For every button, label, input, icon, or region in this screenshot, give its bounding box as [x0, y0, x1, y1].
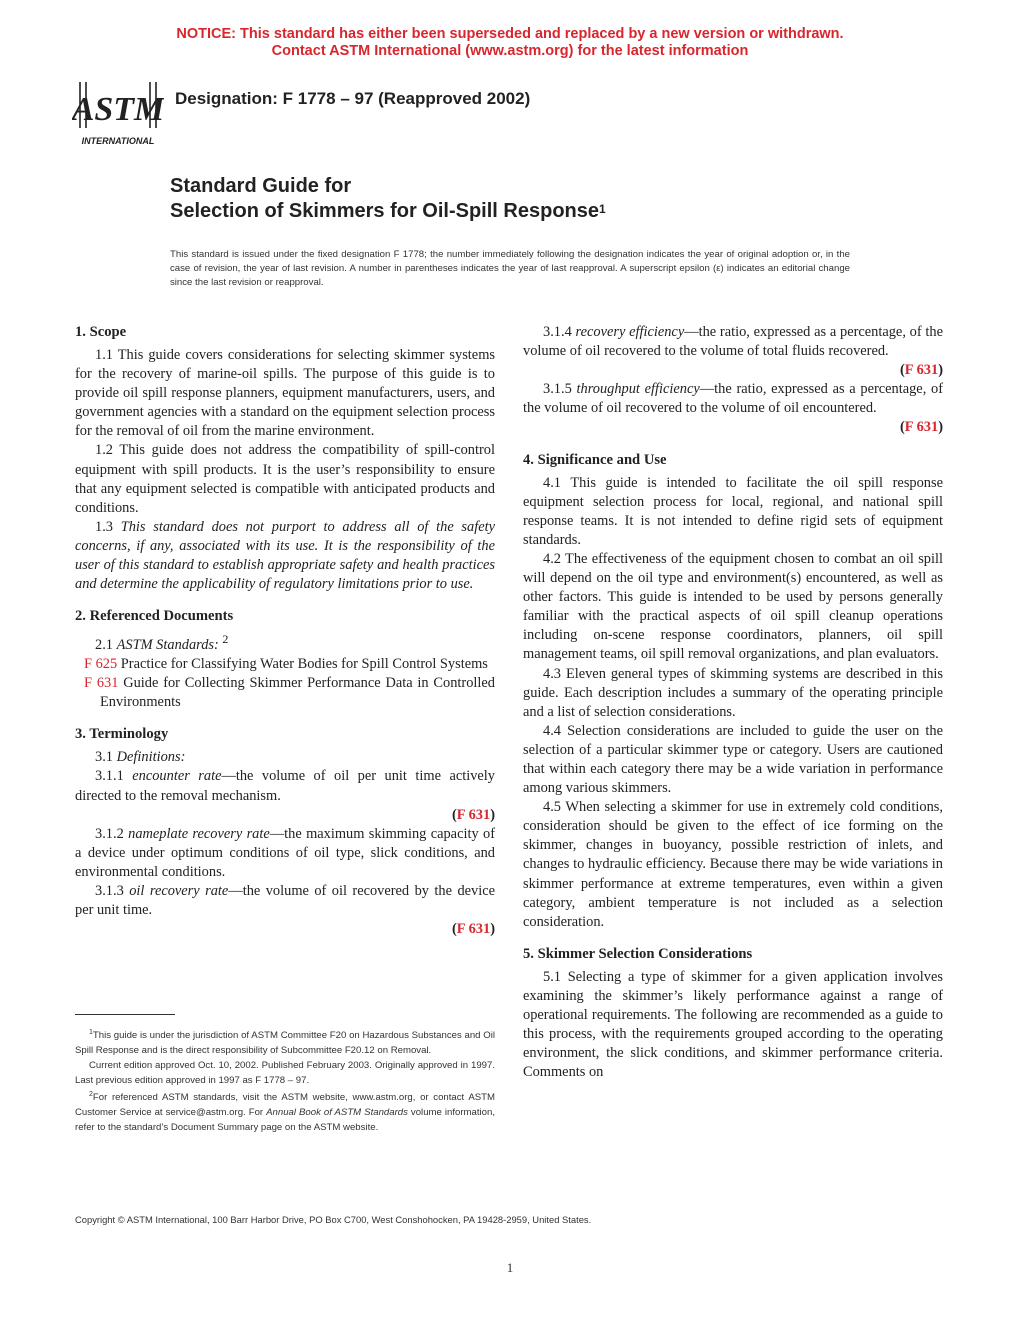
citation-3-1-5: (F 631)	[899, 419, 943, 436]
definition-3-1-4	[523, 323, 943, 361]
paragraph-2-1	[75, 630, 495, 655]
paragraph-1-2: 1.2 This guide does not address the compatibility of spill-control equipment with spill products. It is the user’s responsibility to ensure that any equipment selected is compatible with anticipated products and conditions.	[75, 442, 495, 516]
notice-banner	[0, 26, 1020, 60]
notice-line-1: NOTICE: This standard has either been superseded and replaced by a new version or withdrawn.	[176, 26, 844, 42]
section-3-heading: 3. Terminology	[75, 726, 169, 743]
footnotes	[75, 1026, 495, 1136]
reference-f631-title: Guide for Collecting Skimmer Performance Data in Controlled Environments	[100, 675, 495, 711]
definition-3-1-2	[75, 825, 495, 882]
footnote-2-text-b: volume information, refer to the standard’s Document Summary page on the ASTM website.	[75, 1107, 495, 1134]
section-4-heading: 4. Significance and Use	[523, 451, 667, 468]
paragraph-1-3-number: 1.3	[95, 518, 113, 535]
footnote-1	[75, 1026, 495, 1059]
citation-3-1-1: (F 631)	[451, 806, 495, 823]
title-footnote-mark: 1	[599, 202, 606, 216]
paragraph-1-1: 1.1 This guide covers considerations for selecting skimmer systems for the recovery of marine-oil spills. The purpose of this guide is to provide oil spill response planners, equipment manufacturers, users, and government agencies with a standard on the equipment selection process for the removal of oil from the marine environment.	[75, 347, 495, 440]
definition-3-1-2-number: 3.1.2	[95, 825, 124, 842]
paragraph-1-3-text: This standard does not purport to address all of the safety concerns, if any, associated with its use. It is the responsibility of the user of this standard to establish appropriate safety and health practices and determine the applicability of regulatory limitations prior to use.	[75, 518, 495, 593]
paragraph-4-2: 4.2 The effectiveness of the equipment chosen to combat an oil spill will depend on the oil type and environment(s) encountered, as well as other factors. This guide is intended to be used by persons generally familiar with the practical aspects of oil spill cleanup operations including on-scene response coordinators, planners, oil spill management teams, oil spill removal organizations, and plan evaluators.	[523, 550, 943, 663]
title-line-2-text: Selection of Skimmers for Oil-Spill Response	[170, 200, 599, 222]
section-1-heading: 1. Scope	[75, 324, 127, 340]
paragraph-3-1	[75, 748, 495, 767]
citation-3-1-1-link[interactable]: F 631	[456, 806, 491, 823]
definition-3-1-5-term: throughput efficiency	[576, 381, 700, 398]
copyright: Copyright © ASTM International, 100 Barr Harbor Drive, PO Box C700, West Conshohocken, PA 19428-2959, United States.	[75, 1214, 592, 1225]
definition-3-1-4-number: 3.1.4	[543, 324, 572, 340]
paragraph-2-1-number: 2.1	[95, 637, 113, 654]
astm-logo	[72, 76, 164, 148]
reference-f631-link[interactable]: F 631	[84, 675, 119, 692]
definition-3-1-1-text: —the volume of oil per unit time actively directed to the removal mechanism.	[75, 768, 495, 804]
designation: Designation: F 1778 – 97 (Reapproved 2002)	[175, 89, 531, 108]
footnote-2-mark: 2	[89, 1091, 93, 1099]
footnote-2	[75, 1088, 495, 1136]
definition-3-1-1-number: 3.1.1	[95, 768, 124, 785]
title-line-2	[170, 199, 606, 224]
definition-3-1-5	[523, 380, 943, 418]
document-title	[170, 174, 606, 224]
citation-3-1-3-link[interactable]: F 631	[456, 921, 491, 938]
title-line-1: Standard Guide for	[170, 175, 352, 197]
footnote-1-mark: 1	[89, 1029, 93, 1036]
footnote-1-edition: Current edition approved Oct. 10, 2002. Published February 2003. Originally approved in 1997. Last previous edition approved in 1997 as F 1778 – 97.	[75, 1059, 495, 1086]
definition-3-1-3-text: —the volume of oil recovered by the device per unit time.	[75, 883, 495, 919]
paragraph-2-1-footnote-mark: 2	[222, 632, 229, 647]
citation-3-1-4: (F 631)	[899, 362, 943, 379]
paragraph-4-1: 4.1 This guide is intended to facilitate the oil spill response equipment selection process for local, regional, and national spill response teams. It is not intended to define rigid sets of equipment standards.	[523, 474, 943, 548]
right-column	[523, 323, 943, 1082]
paragraph-3-1-text: Definitions:	[116, 749, 186, 766]
footnote-1-text: This guide is under the jurisdiction of ASTM Committee F20 on Hazardous Substances and Oil Spill Response and is the direct responsibility of Subcommittee F20.12 on Removal.	[75, 1030, 495, 1056]
definition-3-1-3-term: oil recovery rate	[129, 883, 229, 900]
footnote-divider	[75, 1014, 175, 1015]
section-2-heading: 2. Referenced Documents	[75, 608, 234, 625]
citation-3-1-3: (F 631)	[451, 921, 495, 938]
reference-f631	[75, 674, 495, 712]
definition-3-1-5-number: 3.1.5	[543, 381, 572, 398]
definition-3-1-2-term: nameplate recovery rate	[128, 825, 270, 842]
definition-3-1-2-text: —the maximum skimming capacity of a device under optimum conditions of oil type, slick conditions, and environmental conditions.	[75, 825, 495, 880]
paragraph-5-1: 5.1 Selecting a type of skimmer for a given application involves examining the skimmer’s likely performance against a range of operational requirements. The following are recommended as a guide to this process, with the requirements grouped according to the operating environment, the slick conditions, and skimmer performance criteria. Comments on	[523, 968, 943, 1081]
paragraph-4-3: 4.3 Eleven general types of skimming systems are described in this guide. Each description includes a summary of the operating principle and a list of selection considerations.	[523, 665, 943, 720]
definition-3-1-5-text: —the ratio, expressed as a percentage, of the volume of oil recovered to the volume of oil encountered.	[523, 381, 943, 417]
reference-f625	[75, 655, 495, 674]
page-number: 1	[506, 1260, 514, 1275]
logo-text: ASTM	[72, 91, 164, 128]
paragraph-4-4: 4.4 Selection considerations are included to guide the user on the selection of a particular skimmer type or category. Users are cautioned that within each category there may be a wide variation in performance among various skimmers.	[523, 722, 943, 797]
reference-f625-link[interactable]: F 625	[84, 656, 118, 673]
footnote-2-text-a: For referenced ASTM standards, visit the ASTM website, www.astm.org, or contact ASTM Customer Service at service@astm.org. For	[75, 1092, 495, 1119]
reference-f625-title: Practice for Classifying Water Bodies for Spill Control Systems	[120, 656, 488, 673]
citation-3-1-4-link[interactable]: F 631	[904, 362, 939, 379]
paragraph-4-5: 4.5 When selecting a skimmer for use in extremely cold conditions, consideration should be given to the effect of ice forming on the skimmer, changes in buoyancy, possible restriction of inlets, and changes to hydraulic efficiency. Because there may be wide variations in skimmer performance at extreme temperatures, even within a given category, ambient temperature is not included as a selection consideration.	[523, 799, 943, 930]
definition-3-1-3	[75, 882, 495, 920]
paragraph-3-1-number: 3.1	[95, 749, 113, 766]
section-5-heading: 5. Skimmer Selection Considerations	[523, 945, 753, 962]
left-column	[75, 323, 495, 939]
paragraph-1-3	[75, 518, 495, 594]
logo-caption: INTERNATIONAL	[81, 136, 155, 146]
notice-line-2: Contact ASTM International (www.astm.org) for the latest information	[271, 43, 749, 59]
definition-3-1-1-term: encounter rate	[132, 768, 222, 785]
citation-3-1-5-link[interactable]: F 631	[904, 419, 939, 436]
definition-3-1-3-number: 3.1.3	[95, 883, 124, 900]
definition-3-1-4-term: recovery efficiency	[575, 324, 685, 340]
definition-3-1-4-text: —the ratio, expressed as a percentage, of the volume of oil recovered to the volume of total fluids recovered.	[523, 324, 943, 360]
paragraph-2-1-text: ASTM Standards:	[116, 637, 219, 654]
footnote-2-book-title: Annual Book of ASTM Standards	[266, 1107, 408, 1119]
preamble: This standard is issued under the fixed designation F 1778; the number immediately following the designation indicates the year of original adoption or, in the case of revision, the year of last revision. A number in parentheses indicates the year of last reapproval. A superscript epsilon (ε) indicates an editorial change since the last revision or reapproval.	[170, 249, 850, 288]
astm-logo-icon	[72, 76, 164, 148]
definition-3-1-1	[75, 767, 495, 805]
